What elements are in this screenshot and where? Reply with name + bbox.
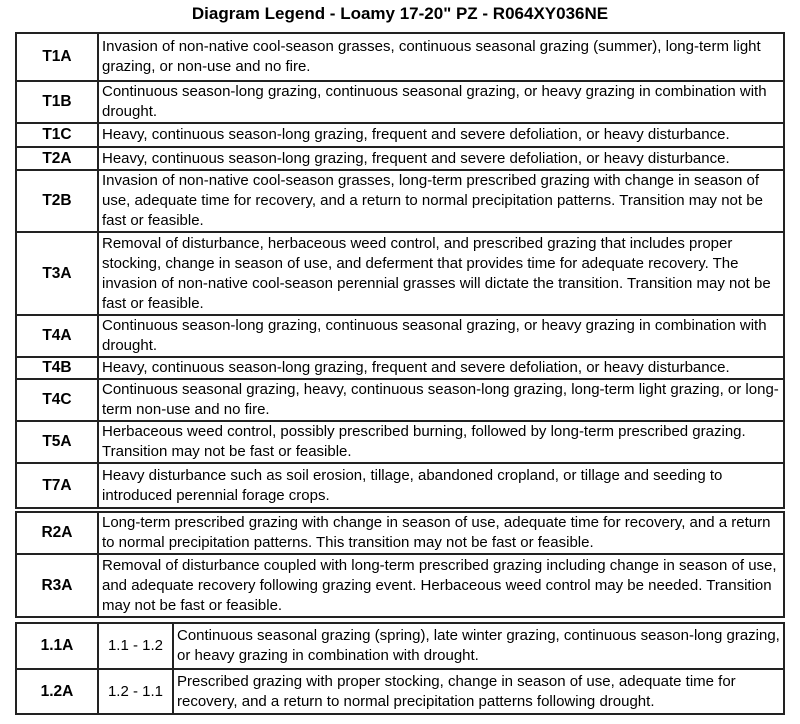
restorations-table	[15, 511, 785, 618]
row-description: Prescribed grazing with proper stocking, change in season of use, adequate time for recovery, and a return to normal precipitation patterns following drought.	[173, 669, 784, 714]
table-row	[16, 147, 784, 170]
row-code: T5A	[16, 421, 98, 463]
transitions-table	[15, 32, 785, 509]
row-code: 1.2A	[16, 669, 98, 714]
row-description: Removal of disturbance coupled with long-term prescribed grazing including change in season of use, and adequate recovery following grazing event. Herbaceous weed control may be needed. Transition may not be fast or feasible.	[98, 554, 784, 617]
table-row	[16, 512, 784, 554]
row-description: Invasion of non-native cool-season grasses, continuous seasonal grazing (summer), long-term light grazing, or non-use and no fire.	[98, 33, 784, 81]
row-description: Heavy disturbance such as soil erosion, tillage, abandoned cropland, or tillage and seeding to introduced perennial forage crops.	[98, 463, 784, 508]
row-description: Herbaceous weed control, possibly prescribed burning, followed by long-term prescribed grazing. Transition may not be fast or feasible.	[98, 421, 784, 463]
table-row	[16, 669, 784, 714]
row-code: R3A	[16, 554, 98, 617]
row-code: T1A	[16, 33, 98, 81]
table-row	[16, 315, 784, 357]
table-row	[16, 81, 784, 123]
table-row	[16, 170, 784, 232]
row-description: Heavy, continuous season-long grazing, frequent and severe defoliation, or heavy disturbance.	[98, 357, 784, 379]
row-code: T2B	[16, 170, 98, 232]
table-row	[16, 123, 784, 147]
table-row	[16, 33, 784, 81]
table-row	[16, 357, 784, 379]
page-title: Diagram Legend - Loamy 17-20" PZ - R064XY036NE	[191, 4, 609, 23]
row-code: R2A	[16, 512, 98, 554]
row-code: T2A	[16, 147, 98, 170]
table-row	[16, 463, 784, 508]
pathways-table	[15, 622, 785, 715]
row-description: Invasion of non-native cool-season grasses, long-term prescribed grazing with change in season of use, adequate time for recovery, and a return to normal precipitation patterns. Transition may not be fast or feasible.	[98, 170, 784, 232]
table-row	[16, 623, 784, 669]
row-description: Heavy, continuous season-long grazing, frequent and severe defoliation, or heavy disturbance.	[98, 123, 784, 147]
row-range: 1.1 - 1.2	[98, 623, 173, 669]
row-code: T7A	[16, 463, 98, 508]
row-range: 1.2 - 1.1	[98, 669, 173, 714]
row-code: T4A	[16, 315, 98, 357]
row-description: Removal of disturbance, herbaceous weed control, and prescribed grazing that includes proper stocking, change in season of use, and deferment that provides time for adequate recovery. The invasion of non-native cool-season perennial grasses will dictate the transition. Transition may not be fast or feasible.	[98, 232, 784, 315]
row-description: Continuous seasonal grazing (spring), late winter grazing, continuous season-long grazing, or heavy grazing in combination with drought.	[173, 623, 784, 669]
table-row	[16, 554, 784, 617]
row-description: Continuous season-long grazing, continuous seasonal grazing, or heavy grazing in combination with drought.	[98, 81, 784, 123]
row-description: Long-term prescribed grazing with change in season of use, adequate time for recovery, and a return to normal precipitation patterns. This transition may not be fast or feasible.	[98, 512, 784, 554]
table-row	[16, 421, 784, 463]
row-code: T4C	[16, 379, 98, 421]
row-code: T1B	[16, 81, 98, 123]
row-code: T4B	[16, 357, 98, 379]
row-description: Heavy, continuous season-long grazing, frequent and severe defoliation, or heavy disturbance.	[98, 147, 784, 170]
row-description: Continuous season-long grazing, continuous seasonal grazing, or heavy grazing in combination with drought.	[98, 315, 784, 357]
row-code: 1.1A	[16, 623, 98, 669]
table-row	[16, 379, 784, 421]
table-row	[16, 232, 784, 315]
row-description: Continuous seasonal grazing, heavy, continuous season-long grazing, long-term light grazing, or long-term non-use and no fire.	[98, 379, 784, 421]
row-code: T1C	[16, 123, 98, 147]
row-code: T3A	[16, 232, 98, 315]
